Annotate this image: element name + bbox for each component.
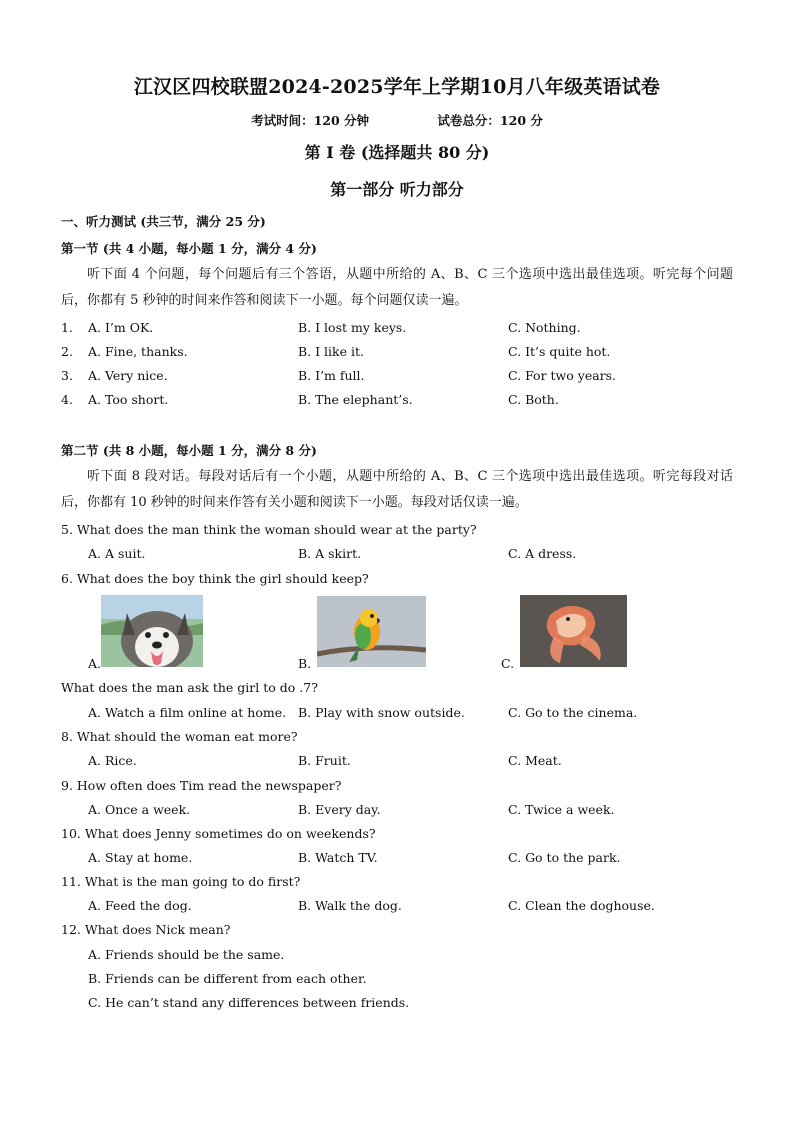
option-a: A. Once a week. [88,802,191,817]
option-c-label: C. [501,656,515,671]
list-item [61,344,741,364]
list-item [61,392,741,412]
option-a: A. Fine, thanks. [88,344,188,359]
dog-photo [101,595,203,667]
option-a: A. Very nice. [88,368,168,383]
exam-total-score: 试卷总分：120 分 [437,113,543,128]
option-a: A. A suit. [88,546,146,561]
option-b: B. Walk the dog. [298,898,402,913]
option-c: C. For two years. [508,368,617,383]
question-number: 3. [61,368,73,383]
option-c: C. Go to the cinema. [508,705,638,720]
option-b: B. Friends can be different from each other. [88,971,367,986]
option-a: A. Feed the dog. [88,898,192,913]
list-item [61,368,741,388]
options-row [61,546,741,566]
option-c: C. Nothing. [508,320,581,335]
option-b: B. Fruit. [298,753,351,768]
option-b: B. Every day. [298,802,381,817]
question-10: 10. What does Jenny sometimes do on weekends? [61,826,376,841]
option-c: C. It’s quite hot. [508,344,611,359]
sec1-heading: 第一节 (共 4 小题，每小题 1 分，满分 4 分) [61,241,317,256]
option-c: C. Both. [508,392,559,407]
option-b: B. A skirt. [298,546,362,561]
sec1-instruction: 听下面 4 个问题，每个问题后有三个答语，从题中所给的 A、B、C 三个选项中选出最佳选项。听完每个问题后，你都有 5 秒钟的时间来作答和阅读下一小题。每个问题仅读一遍。 [61,267,733,308]
option-b: B. Watch TV. [298,850,378,865]
volume-heading: 第 I 卷 (选择题共 80 分) [304,143,490,162]
option-c: C. Twice a week. [508,802,615,817]
parrot-photo [317,596,426,667]
sec2-heading: 第二节 (共 8 小题，每小题 1 分，满分 8 分) [61,443,317,458]
question-5: 5. What does the man think the woman should wear at the party? [61,522,477,537]
options-row [61,971,741,991]
sec2-instruction: 听下面 8 段对话。每段对话后有一个小题，从题中所给的 A、B、C 三个选项中选出最佳选项。听完每段对话后，你都有 10 秒钟的时间来作答有关小题和阅读下一小题。每段对话仅读一遍。 [61,469,733,510]
option-b: B. The elephant’s. [298,392,413,407]
question-9: 9. How often does Tim read the newspaper? [61,778,342,793]
option-b-label: B. [298,656,312,671]
option-a: A. I’m OK. [88,320,154,335]
question-8: 8. What should the woman eat more? [61,729,298,744]
options-row [61,753,741,773]
list-item [61,320,741,340]
exam-title: 江汉区四校联盟2024-2025学年上学期10月八年级英语试卷 [133,76,661,98]
option-b: B. I’m full. [298,368,365,383]
options-row [61,995,741,1015]
option-b: B. I like it. [298,344,364,359]
part-heading: 第一部分 听力部分 [330,180,464,199]
question-12: 12. What does Nick mean? [61,922,231,937]
question-6: 6. What does the boy think the girl should keep? [61,571,369,586]
option-c: C. Clean the doghouse. [508,898,655,913]
option-a: A. Watch a film online at home. [88,705,287,720]
option-b: B. Play with snow outside. [298,705,465,720]
option-a: A. Rice. [88,753,137,768]
option-c: C. He can’t stand any differences between friends. [88,995,410,1010]
option-a: A. Too short. [88,392,169,407]
option-a-label: A. [88,656,102,671]
options-row [61,850,741,870]
question-number: 1. [61,320,73,335]
question-7: What does the man ask the girl to do .7? [61,680,318,695]
options-row [61,705,741,725]
section-heading: 一、听力测试 (共三节，满分 25 分) [61,214,266,229]
option-a: A. Friends should be the same. [88,947,285,962]
options-row [61,947,741,967]
goldfish-photo [520,595,627,667]
exam-meta [0,111,794,129]
option-b: B. I lost my keys. [298,320,407,335]
option-c: C. A dress. [508,546,577,561]
option-a: A. Stay at home. [88,850,193,865]
question-11: 11. What is the man going to do first? [61,874,301,889]
options-row [61,898,741,918]
option-c: C. Meat. [508,753,562,768]
exam-time: 考试时间：120 分钟 [251,113,370,128]
options-row [61,802,741,822]
option-c: C. Go to the park. [508,850,621,865]
question-number: 4. [61,392,73,407]
question-number: 2. [61,344,73,359]
